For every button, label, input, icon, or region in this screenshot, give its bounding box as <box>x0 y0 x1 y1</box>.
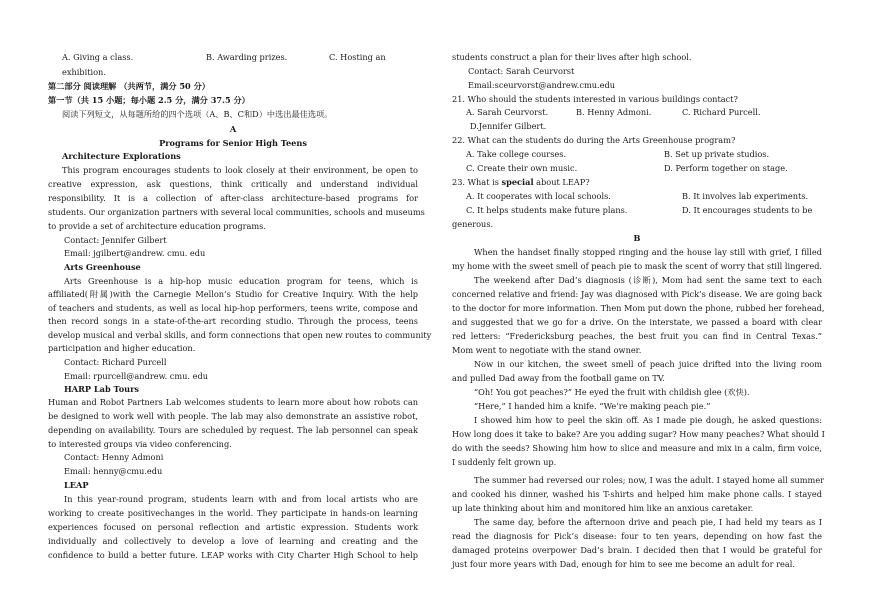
q23-option-c: C. It helps students make future plans. <box>466 205 628 215</box>
paragraph-line: In this year-round program, students learn with and from local artists who are <box>64 494 418 504</box>
paragraph-line: to interested groups via video conferencing. <box>48 439 232 449</box>
q23-option-a: A. It cooperates with local schools. <box>466 191 611 201</box>
email-line: Email: henny@cmu.edu <box>64 466 163 476</box>
paragraph-line: “Here,” I handed him a knife. “We’re making peach pie.” <box>474 401 711 411</box>
paragraph-line: my home with the sweet smell of peach pie to mask the scent of worry that still lingered. <box>452 261 823 271</box>
paragraph-line: red letters: “Fredericksburg peaches, the best fruit you can find in Central Texas.” <box>452 331 822 341</box>
paragraph-line: up late thinking about him and monitored him like an anxious caretaker. <box>452 503 754 513</box>
paragraph-line: experiences focused on personal reflection and artistic expression. Students work <box>48 522 418 532</box>
paragraph-line: How long does it take to bake? Are you adding sugar? How many peaches? What should I <box>452 429 825 439</box>
paragraph-line: The summer had reversed our roles; now, I was the adult. I stayed home all summer <box>474 475 825 485</box>
q23-text-bold: special <box>501 177 534 187</box>
paragraph-line: Human and Robot Partners Lab welcomes students to learn more about how robots can <box>48 397 418 407</box>
paragraph-line: and suggested that we go for a drive. On the interstate, we passed a board with clear <box>452 317 822 327</box>
paragraph-line: of teachers and students, as well as local hip-hop performers, teens write, compose and <box>48 303 418 313</box>
q21-option-d: D.Jennifer Gilbert. <box>470 121 547 131</box>
paragraph-line: develop musical and verbal skills, and form connections that open new routes to community <box>48 330 432 340</box>
paragraph-line: The weekend after Dad’s diagnosis (诊断), Mom had sent the same text to each <box>474 275 822 285</box>
contact-line: Contact: Henny Admoni <box>64 452 164 462</box>
paragraph-line: and pulled Dad away from the football game on TV. <box>452 373 665 383</box>
paragraph-line: just four more years with Dad, enough for him to see me become an adult for real. <box>452 559 795 569</box>
paragraph-line: students construct a plan for their lives after high school. <box>452 52 692 62</box>
q20-option-c-cont: exhibition. <box>62 67 106 77</box>
q22-option-c: C. Create their own music. <box>466 163 578 173</box>
email-line: Email: rpurcell@andrew. cmu. edu <box>64 371 208 381</box>
paragraph-line: then record songs in a state-of-the-art recording studio. Through the process, teens <box>48 316 418 326</box>
q23-text-post: about LEAP? <box>533 177 590 187</box>
q22-option-a: A. Take college courses. <box>466 149 567 159</box>
paragraph-line: concerned relative and friend: Jay was diagnosed with Pick’s disease. We are going back <box>452 289 822 299</box>
paragraph-line: I showed him how to peel the skin off. As I made pie dough, he asked questions: <box>474 415 822 425</box>
paragraph-line: Now in our kitchen, the sweet smell of peach juice drifted into the living room <box>474 359 822 369</box>
part2-heading: 第二部分 阅读理解 （共两节，满分 50 分） <box>48 81 210 91</box>
q23-option-d: D. It encourages students to be <box>682 205 813 215</box>
paragraph-line: read the diagnosis for Pick’s disease: four to ten years, depending on how fast the <box>452 531 822 541</box>
q23-text-pre: 23. What is <box>452 177 502 187</box>
paragraph-line: do with the seeds? Showing him how to slice and measure and mix in a calm, firm voice, <box>452 443 822 453</box>
paragraph-line: students. Our organization partners with several local communities, schools and museums <box>48 207 425 217</box>
passage-b-label: B <box>633 233 641 243</box>
paragraph-line: damaged proteins overpower Dad’s brain. I decided then that I would be grateful for <box>452 545 822 555</box>
paragraph-line: individually and collectively to develop a love of learning and creating and the <box>48 536 418 546</box>
paragraph-line: participation and higher education. <box>48 343 196 353</box>
paragraph-line: to provide a set of architecture education programs. <box>48 221 266 231</box>
q20-option-a: A. Giving a class. <box>62 52 134 62</box>
paragraph-line: and cooked his dinner, washed his T-shirts and helped him make phone calls. I stayed <box>452 489 822 499</box>
paragraph-line: affiliated(附属)with the Carnegie Mellon’s Studio for Creative Inquiry. With the help <box>48 289 418 299</box>
paragraph-line: responsibility. It is a collection of after-class architecture-based programs for <box>48 193 418 203</box>
q21-option-c: C. Richard Purcell. <box>682 107 761 117</box>
passage-a-title: Programs for Senior High Teens <box>159 138 307 148</box>
contact-line: Contact: Sarah Ceurvorst <box>468 66 575 76</box>
contact-line: Contact: Jennifer Gilbert <box>64 235 167 245</box>
paragraph-line: I suddenly felt grown up. <box>452 457 557 467</box>
paragraph-line: depending on availability. Tours are scheduled by request. The lab personnel can speak <box>48 425 418 435</box>
q20-option-b: B. Awarding prizes. <box>206 52 288 62</box>
paragraph-line: When the handset finally stopped ringing and the house lay still with grief, I filled <box>474 247 822 257</box>
q21-option-b: B. Henny Admoni. <box>576 107 652 117</box>
passage-a-label: A <box>229 124 237 134</box>
program-title: LEAP <box>64 480 89 490</box>
section1-heading: 第一节（共 15 小题；每小题 2.5 分，满分 37.5 分） <box>48 95 250 105</box>
paragraph-line: confidence to build a better future. LEAP works with City Charter High School to help <box>48 550 418 560</box>
paragraph-line: working to create positivechanges in the world. They participate in hands-on learning <box>48 508 418 518</box>
instruction: 阅读下列短文，从每题所给的四个选项（A、B、C和D）中选出最佳选项。 <box>62 109 333 119</box>
q22-option-b: B. Set up private studios. <box>664 149 770 159</box>
email-line: Email:sceurvorst@andrew.cmu.edu <box>468 80 615 90</box>
q21-option-a: A. Sarah Ceurvorst. <box>466 107 549 117</box>
program-title: Architecture Explorations <box>62 151 181 161</box>
paragraph-line: creative expression, ask questions, think critically and understand individual <box>48 179 418 189</box>
q23-option-b: B. It involves lab experiments. <box>682 191 809 201</box>
question-22: 22. What can the students do during the Arts Greenhouse program? <box>452 135 736 145</box>
paragraph-line: The same day, before the afternoon drive and peach pie, I had held my tears as I <box>474 517 822 527</box>
question-23 <box>452 177 590 188</box>
paragraph-line: to the doctor for more information. Then Mom put down the phone, rubbed her forehead, <box>452 303 825 313</box>
q22-option-d: D. Perform together on stage. <box>664 163 788 173</box>
q23-option-d-cont: generous. <box>452 219 494 229</box>
paragraph-line: Mom went to negotiate with the stand owner. <box>452 345 642 355</box>
paragraph-line: be designed to work well with people. The lab may also demonstrate an assistive robot, <box>48 411 418 421</box>
paragraph-line: Arts Greenhouse is a hip-hop music education program for teens, which is <box>64 276 418 286</box>
question-21: 21. Who should the students interested in various buildings contact? <box>452 94 738 104</box>
program-title: HARP Lab Tours <box>64 384 140 394</box>
program-title: Arts Greenhouse <box>64 262 141 272</box>
q20-option-c: C. Hosting an <box>329 52 386 62</box>
contact-line: Contact: Richard Purcell <box>64 357 167 367</box>
paragraph-line: This program encourages students to look closely at their environment, be open to <box>62 165 418 175</box>
paragraph-line: “Oh! You got peaches?” He eyed the fruit with childish glee (欢快). <box>474 387 750 397</box>
email-line: Email: jgilbert@andrew. cmu. edu <box>64 248 206 258</box>
